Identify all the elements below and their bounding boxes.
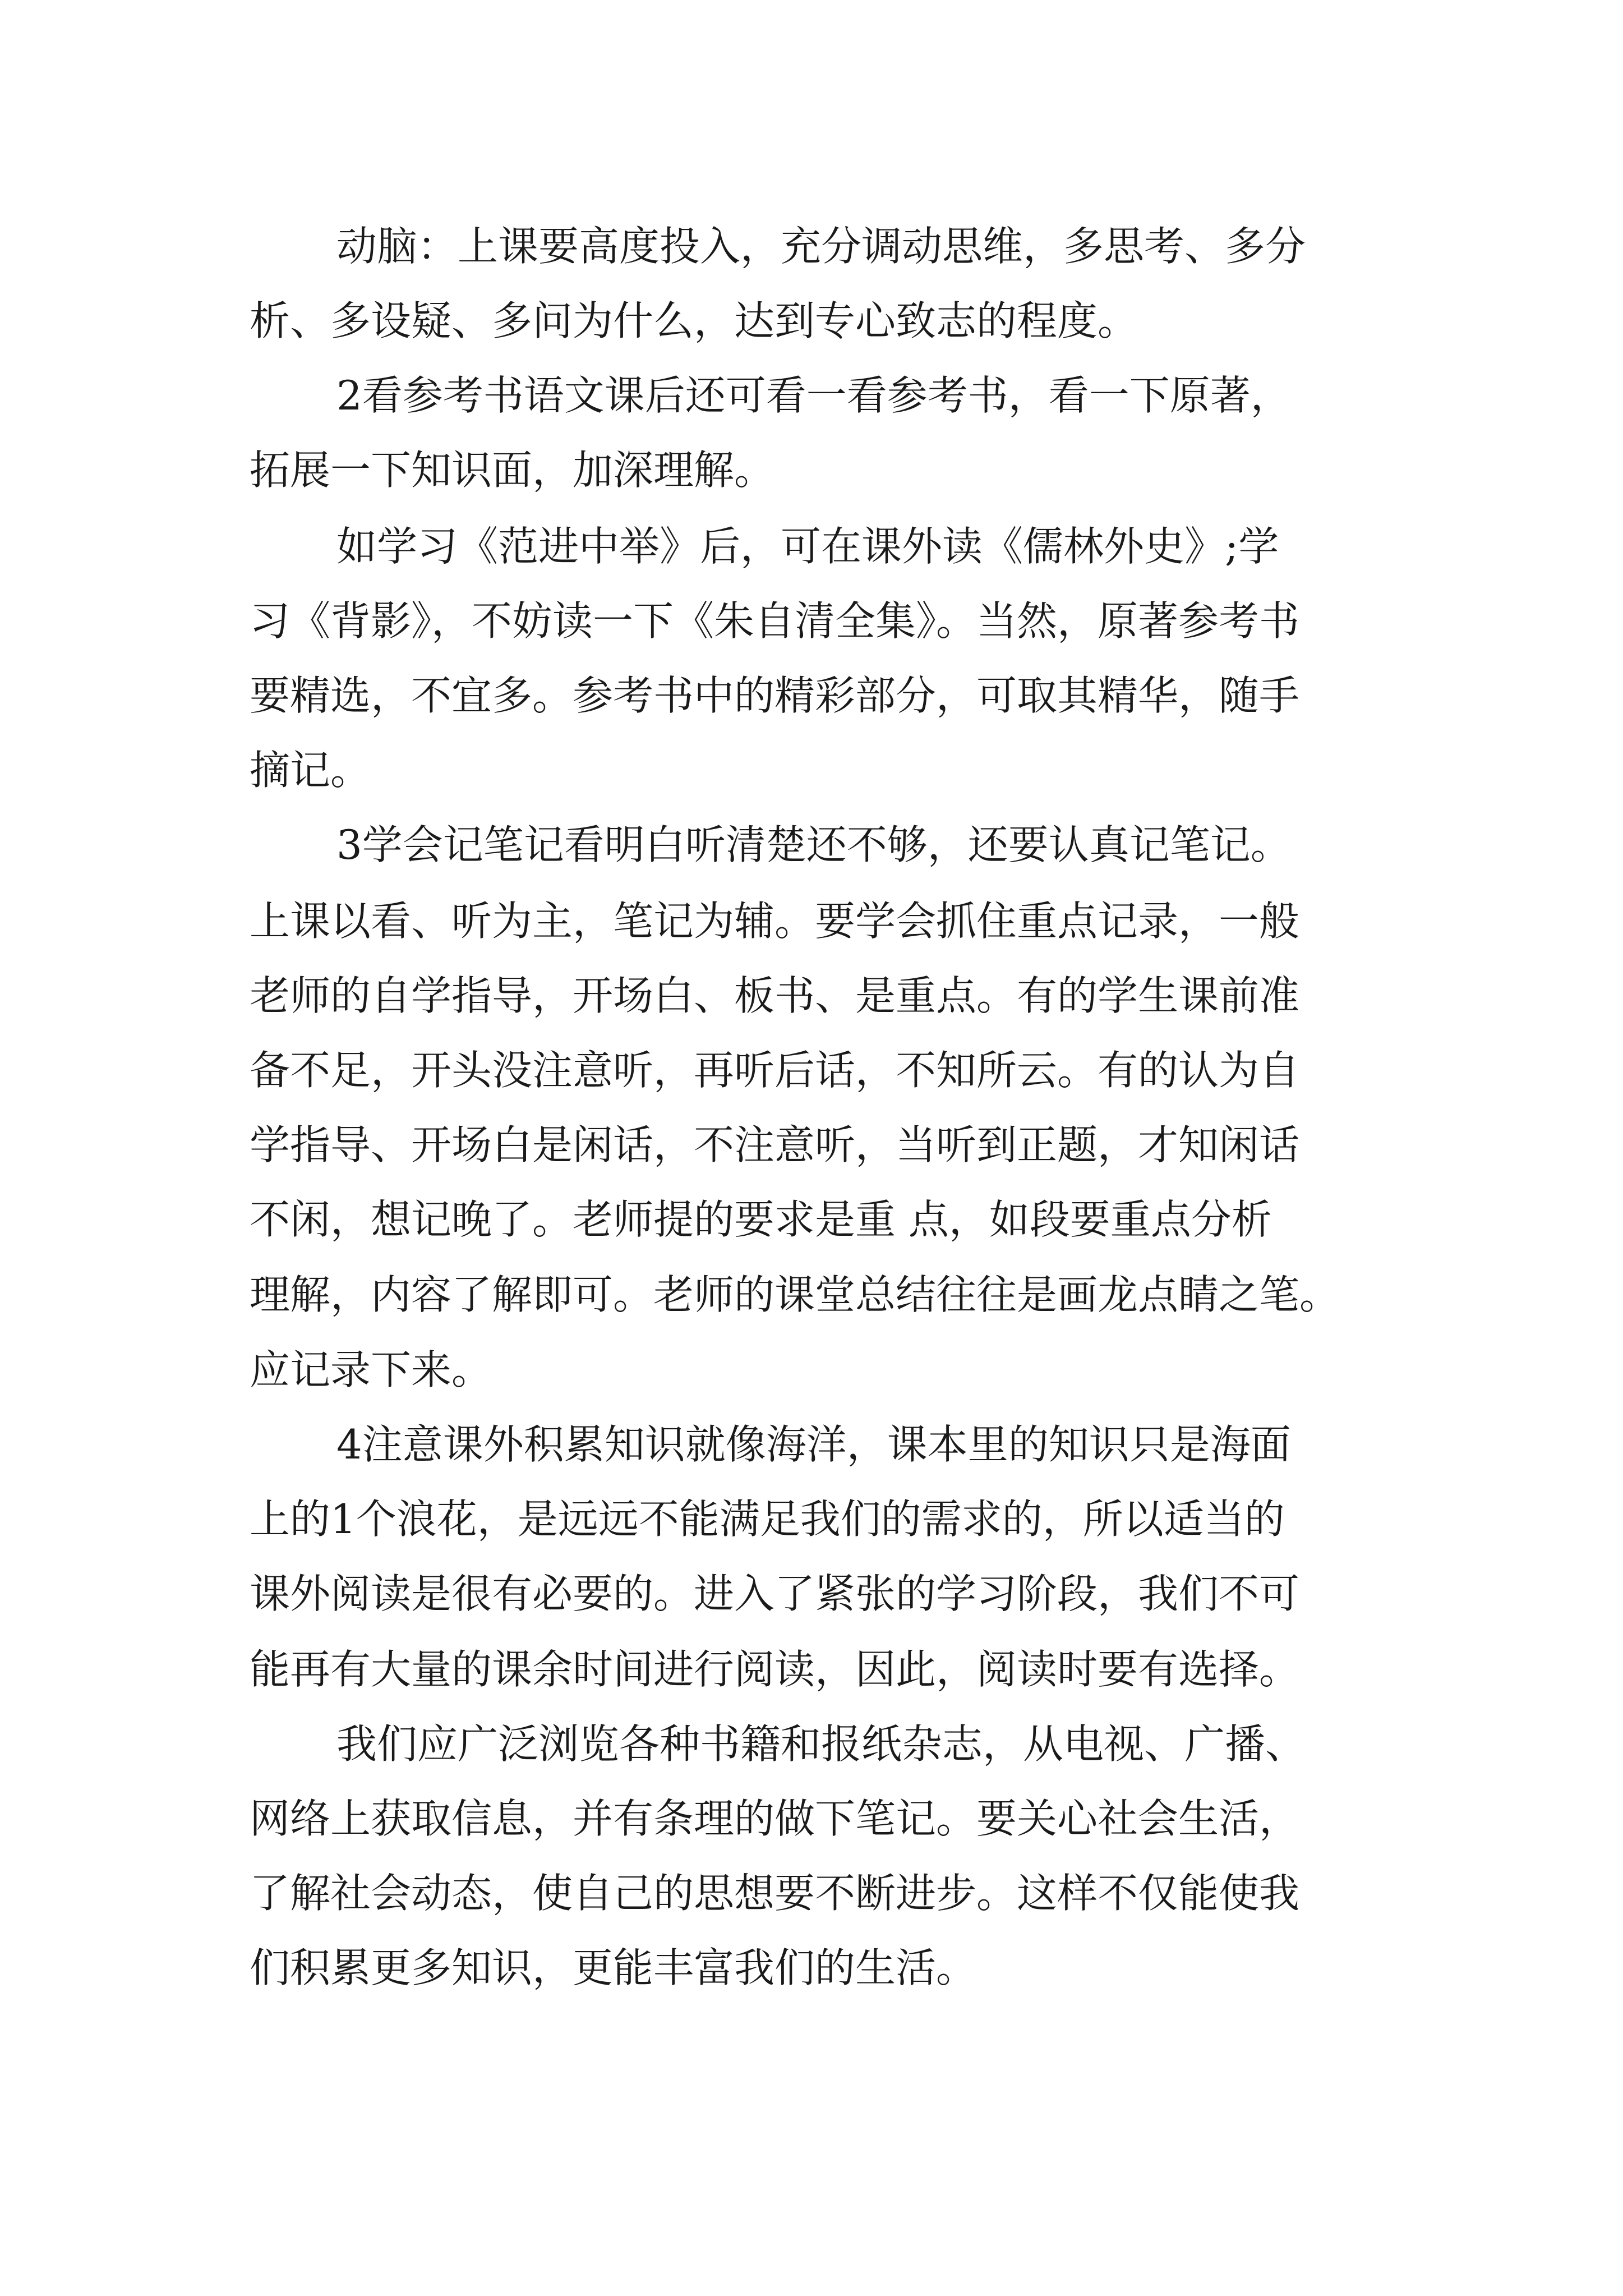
text-line: 4注意课外积累知识就像海洋，课本里的知识只是海面	[336, 1421, 1291, 1468]
text-line: 应记录下来。	[250, 1346, 492, 1393]
text-line: 习《背影》，不妨读一下《朱自清全集》。当然，原著参考书	[250, 597, 1300, 645]
text-line: 3学会记笔记看明白听清楚还不够，还要认真记笔记。	[336, 821, 1291, 868]
text-line: 2看参考书语文课后还可看一看参考书，看一下原著，	[336, 372, 1291, 419]
text-line: 上的1个浪花，是远远不能满足我们的需求的，所以适当的	[250, 1496, 1285, 1543]
text-line: 理解，内容了解即可。老师的课堂总结往往是画龙点睛之笔。	[250, 1271, 1340, 1318]
text-line: 们积累更多知识，更能丰富我们的生活。	[250, 1944, 977, 1991]
text-line: 课外阅读是很有必要的。进入了紧张的学习阶段，我们不可	[250, 1570, 1300, 1617]
text-line: 老师的自学指导，开场白、板书、是重点。有的学生课前准	[250, 972, 1300, 1019]
text-line: 如学习《范进中举》后，可在课外读《儒林外史》;学	[336, 523, 1279, 570]
text-line: 上课以看、听为主，笔记为辅。要学会抓住重点记录，一般	[250, 898, 1300, 945]
text-line: 摘记。	[250, 747, 371, 794]
text-line: 析、多设疑、多问为什么，达到专心致志的程度。	[250, 297, 1138, 344]
text-line: 网络上获取信息，并有条理的做下笔记。要关心社会生活，	[250, 1795, 1300, 1842]
text-line: 要精选，不宜多。参考书中的精彩部分，可取其精华，随手	[250, 672, 1300, 719]
text-line: 拓展一下知识面，加深理解。	[250, 447, 775, 494]
text-line: 备不足，开头没注意听，再听后话，不知所云。有的认为自	[250, 1047, 1300, 1094]
text-line: 了解社会动态，使自己的思想要不断进步。这样不仅能使我	[250, 1870, 1300, 1917]
text-line: 我们应广泛浏览各种书籍和报纸杂志，从电视、广播、	[336, 1720, 1306, 1768]
text-line: 动脑：上课要高度投入，充分调动思维，多思考、多分	[336, 223, 1306, 270]
text-line: 能再有大量的课余时间进行阅读，因此，阅读时要有选择。	[250, 1646, 1300, 1693]
text-line: 学指导、开场白是闲话，不注意听，当听到正题，才知闲话	[250, 1121, 1300, 1168]
text-line: 不闲，想记晚了。老师提的要求是重 点，如段要重点分析	[250, 1196, 1272, 1243]
